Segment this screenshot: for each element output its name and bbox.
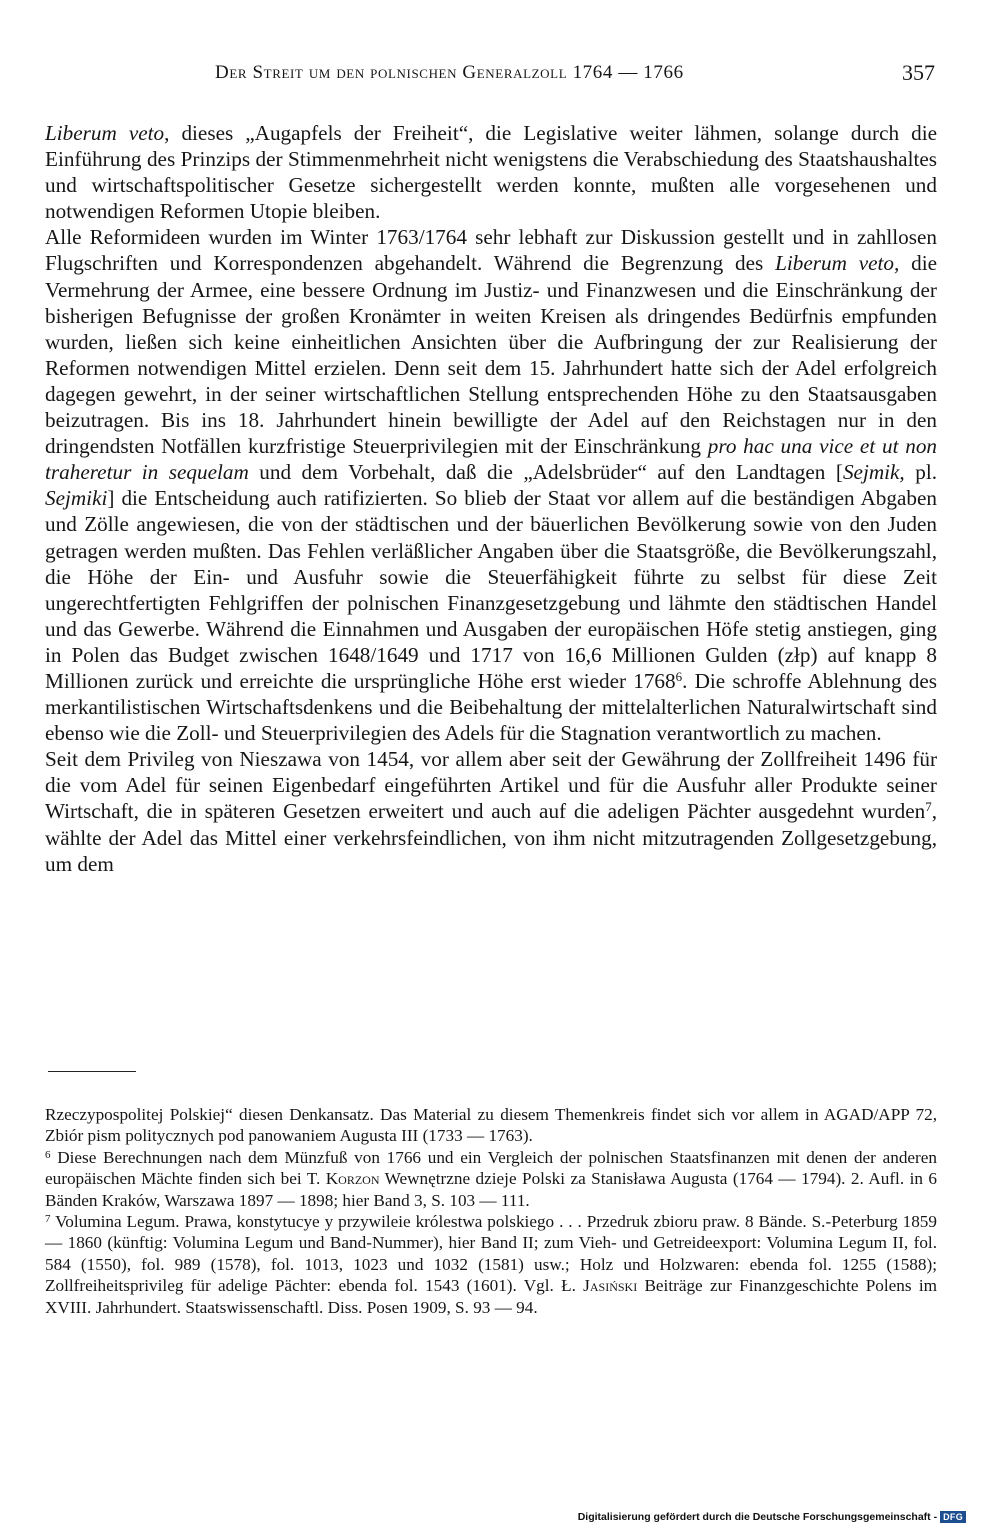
- credit-text: Digitalisierung gefördert durch die Deutsche Forschungsgemeinschaft -: [577, 1511, 938, 1523]
- footnote-ref-7[interactable]: 7: [925, 799, 932, 815]
- text-span: Diese Berechnungen nach dem Münzfuß von 1766 und ein Vergleich der polnischen Staatsfinanzen mit denen der anderen europäischen Mächte finden sich bei T.: [45, 1147, 937, 1189]
- dfg-logo: DFG: [940, 1511, 966, 1523]
- paragraph: [45, 224, 937, 746]
- footnote-mark: 6: [45, 1148, 51, 1161]
- footnote-continued: Rzeczypospolitej Polskiej“ diesen Denkansatz. Das Material zu diesem Themenkreis findet sich vor allem in AGAD/APP 72, Zbiór pism politycznych pod panowaniem Augusta III (1733 — 1763).: [45, 1105, 937, 1146]
- author-name: Jasiński: [583, 1276, 638, 1296]
- running-header: [45, 62, 935, 90]
- text-span: . Die schroffe Ablehnung des merkantilistischen Wirtschaftsdenkens und die Beibehaltung der mittelalterlichen Naturalwirtschaft sind ebenso wie die Zoll- und Steuerprivilegien des Adels für die Stagnation verantwortlich zu machen.: [45, 668, 937, 746]
- main-text: [45, 120, 937, 877]
- footnote-6: [45, 1147, 937, 1211]
- running-title: Der Streit um den polnischen Generalzoll 1764 — 1766: [215, 62, 684, 83]
- italic-term: Liberum veto,: [775, 251, 900, 276]
- footnote-mark: 7: [45, 1213, 51, 1226]
- text-span: Volumina Legum. Prawa, konstytucye y przywileie królestwa polskiego . . . Przedruk zbioru praw. 8 Bände. S.-Peterburg 1859 — 1860 (künftig: Volumina Legum und Band-Nummer), hier Band II; zum Vieh- und Getreideexport: Volumina Legum II, fol. 584 (1550), fol. 989 (1578), fol. 1013, 1023 und 1032 (1581) usw.; Holz und Holzwaren: ebenda fol. 1255 (1588); Zollfreiheitsprivileg für adelige Pächter: ebenda fol. 1543 (1601). Vgl. Ł.: [45, 1212, 937, 1296]
- text-span: und dem Vorbehalt, daß die „Adelsbrüder“ auf den Landtagen [: [248, 460, 843, 485]
- author-name: Korzon: [325, 1169, 380, 1189]
- italic-term: Sejmik,: [842, 460, 905, 485]
- text-span: ] die Entscheidung auch ratifizierten. So blieb der Staat vor allem auf die beständigen Abgaben und Zölle angewiesen, die von der städtischen und der bäuerlichen Bevölkerung sowie von den Juden getragen werden mußten. Das Fehlen verläßlicher Angaben über die Staatsgröße, die Bevölkerungszahl, die Höhe der Ein- und Ausfuhr sowie die Steuerfähigkeit führte zu selbst für diese Zeit ungerechtfertigten Fehlgriffen der polnischen Finanzgesetzgebung und lähmte den städtischen Handel und das Gewerbe. Während die Einnahmen und Ausgaben der europäischen Höfe stetig anstiegen, ging in Polen das Budget zwischen 1648/1649 und 1717 von 16,6 Millionen Gulden (złp) auf knapp 8 Millionen zurück und erreichte die ursprüngliche Höhe erst wieder 1768: [45, 486, 937, 693]
- italic-term: pro hac una vice et ut non traheretur in sequelam: [45, 434, 938, 485]
- text-span: die Vermehrung der Armee, eine bessere Ordnung im Justiz- und Finanzwesen und die Einschränkung der bisherigen Befugnisse der großen Kronämter in weiten Kreisen als dringendes Bedürfnis empfunden wurden, ließen sich keine einheitlichen Ansichten über die Aufbringung der zur Realisierung der Reformen notwendigen Mittel erzielen. Denn seit dem 15. Jahrhundert hatte sich der Adel erfolgreich dagegen gewehrt, in der seiner wirtschaftlichen Stellung entsprechenden Höhe zu den Staatsausgaben beizutragen. Bis ins 18. Jahrhundert hinein bewilligte der Adel auf den Reichstagen nur in den dringendsten Notfällen kurzfristige Steuerprivilegien mit der Einschränkung: [45, 251, 937, 459]
- footnote-7: [45, 1211, 937, 1318]
- footnote-ref-6[interactable]: 6: [675, 668, 683, 684]
- text-span: Beiträge zur Finanzgeschichte Polens im XVIII. Jahrhundert. Staatswissenschaftl. Diss. Posen 1909, S. 93 — 94.: [45, 1276, 937, 1317]
- text-span: , wählte der Adel das Mittel einer verkehrsfeindlichen, von ihm nicht mitzutragenden Zollgesetzgebung, um dem: [45, 799, 937, 876]
- paragraph: [45, 746, 937, 876]
- text-span: Wewnętrzne dzieje Polski za Stanisława Augusta (1764 — 1794). 2. Aufl. in 6 Bänden Kraków, Warszawa 1897 — 1898; hier Band 3, S. 103 — 111.: [45, 1169, 937, 1210]
- italic-term: Liberum veto: [45, 121, 165, 145]
- text-span: pl.: [904, 460, 937, 485]
- italic-term: Sejmiki: [45, 486, 108, 511]
- footnote-divider: [48, 1071, 136, 1072]
- text-span: Seit dem Privileg von Nieszawa von 1454, vor allem aber seit der Gewährung der Zollfreiheit 1496 für die vom Adel für seinen Eigenbedarf eingeführten Artikel und für die Ausfuhr aller Produkte seiner Wirtschaft, die in späteren Gesetzen erweitert und auch auf die adeligen Pächter ausgedehnt wurden: [45, 747, 937, 824]
- text-span: , dieses „Augapfels der Freiheit“, die Legislative weiter lähmen, solange durch die Einführung des Prinzips der Stimmenmehrheit nicht wenigstens die Verabschiedung des Staatshaushaltes und wirtschaftspolitischer Gesetze sichergestellt werden konnte, mußten alle vorgesehenen und notwendigen Reformen Utopie bleiben.: [45, 121, 937, 224]
- paragraph: [45, 120, 937, 224]
- digitization-credit: [578, 1508, 966, 1526]
- page-number: 357: [902, 60, 935, 85]
- text-span: Alle Reformideen wurden im Winter 1763/1764 sehr lebhaft zur Diskussion gestellt und in zahllosen Flugschriften und Korrespondenzen abgehandelt. Während die Begrenzung des: [45, 225, 937, 276]
- footnotes: [45, 1104, 937, 1318]
